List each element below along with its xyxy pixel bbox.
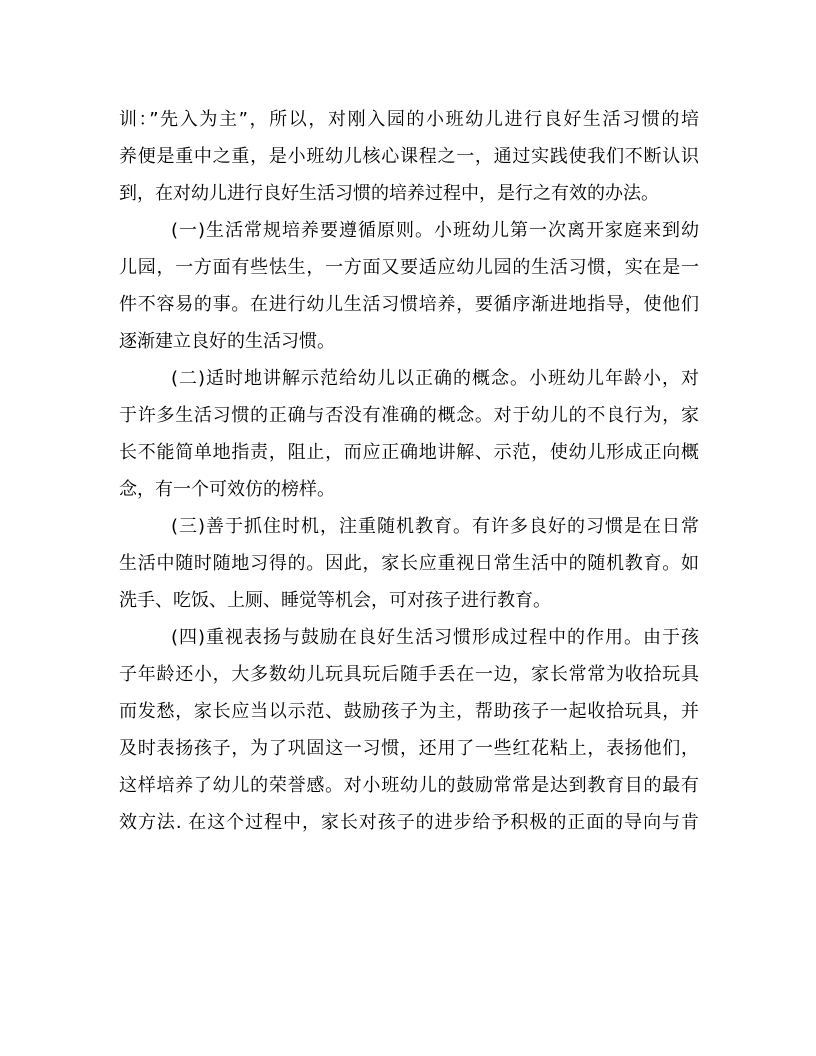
text-line: 生活中随时随地习得的。因此，家长应重视日常生活中的随机教育。如: [119, 553, 699, 574]
text-line: 这样培养了幼儿的荣誉感。对小班幼儿的鼓励常常是达到教育目的最有: [119, 775, 699, 796]
document-body: [119, 101, 699, 841]
text-line: 到，在对幼儿进行良好生活习惯的培养过程中，是行之有效的办法。: [119, 183, 659, 204]
text-line: 念，有一个可效仿的榜样。: [119, 479, 335, 500]
text-line: 效方法. 在这个过程中，家长对孩子的进步给予积极的正面的导向与肯: [119, 812, 699, 833]
text-line: 件不容易的事。在进行幼儿生活习惯培养，要循序渐进地指导，使他们: [119, 294, 699, 315]
text-line: 逐渐建立良好的生活习惯。: [119, 331, 335, 352]
paragraph-2: [119, 360, 699, 508]
paragraph-3: [119, 508, 699, 619]
paragraph-continuation: [119, 101, 699, 212]
text-line: 长不能简单地指责，阻止，而应正确地讲解、示范，使幼儿形成正向概: [119, 442, 699, 463]
paragraph-4: [119, 619, 699, 841]
text-line: (二)适时地讲解示范给幼儿以正确的概念。小班幼儿年龄小，对: [171, 368, 699, 389]
text-line: 养便是重中之重，是小班幼儿核心课程之一，通过实践使我们不断认识: [119, 146, 699, 167]
text-line: (三)善于抓住时机，注重随机教育。有许多良好的习惯是在日常: [171, 516, 699, 537]
text-line: 及时表扬孩子，为了巩固这一习惯，还用了一些红花粘上，表扬他们，: [119, 738, 699, 759]
paragraph-1: [119, 212, 699, 360]
text-line: (一)生活常规培养要遵循原则。小班幼儿第一次离开家庭来到幼: [171, 220, 699, 241]
text-line: 训：”先入为主”，所以，对刚入园的小班幼儿进行良好生活习惯的培: [119, 109, 699, 130]
text-line: 洗手、吃饭、上厕、睡觉等机会，可对孩子进行教育。: [119, 590, 551, 611]
text-line: 儿园，一方面有些怯生，一方面又要适应幼儿园的生活习惯，实在是一: [119, 257, 699, 278]
text-line: 于许多生活习惯的正确与否没有准确的概念。对于幼儿的不良行为，家: [119, 405, 699, 426]
text-line: 子年龄还小，大多数幼儿玩具玩后随手丢在一边，家长常常为收拾玩具: [119, 664, 699, 685]
text-line: 而发愁，家长应当以示范、鼓励孩子为主，帮助孩子一起收拾玩具，并: [119, 701, 699, 722]
text-line: (四)重视表扬与鼓励在良好生活习惯形成过程中的作用。由于孩: [171, 627, 699, 648]
